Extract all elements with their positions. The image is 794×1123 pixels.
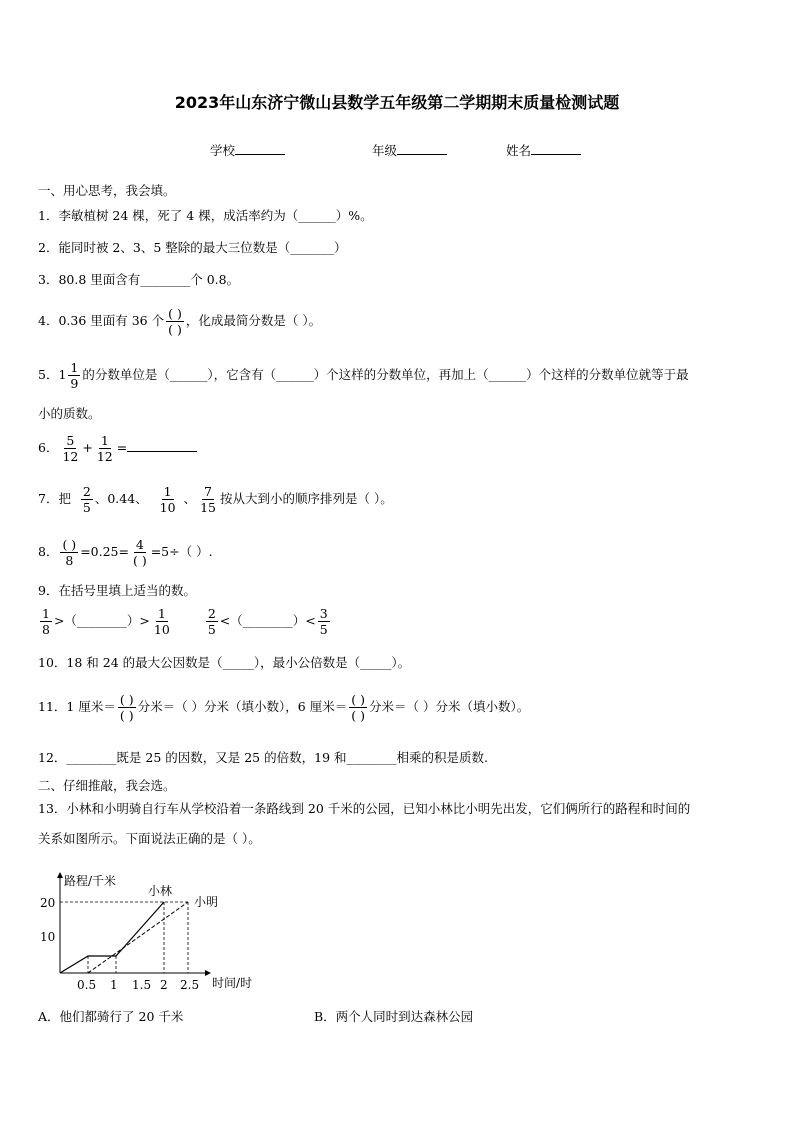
q9-fraction-2: $\frac{1}{10}$	[153, 606, 170, 637]
school-field	[210, 141, 285, 159]
q9-fraction-4: $\frac{3}{5}$	[319, 606, 328, 637]
question-9: 9．在括号里填上适当的数。	[38, 583, 196, 598]
q7-number: 7．把	[38, 491, 71, 506]
school-label: 学校	[210, 143, 236, 158]
section-1-heading: 一、用心思考，我会填。	[38, 183, 176, 198]
question-5-continued: 小的质数。	[38, 406, 101, 421]
q6-fraction-2: $\frac{1}{12}$	[96, 433, 113, 464]
q9-fraction-3: $\frac{2}{5}$	[207, 606, 216, 637]
q7-tail: 按从大到小的顺序排列是（ ）。	[219, 491, 393, 506]
q5-text-a: 的分数单位是（______），它含有（______）个这样的分数单位，再加上（______）个这样的分数单位就等于最	[82, 367, 689, 382]
name-label: 姓名	[506, 143, 532, 158]
question-10: 10．18 和 24 的最大公因数是（_____），最小公倍数是（_____）。	[38, 655, 411, 670]
school-blank[interactable]	[235, 154, 285, 155]
x-tick-1.5: 1.5	[132, 978, 152, 992]
question-11	[38, 692, 529, 723]
q6-answer-blank[interactable]	[127, 451, 197, 452]
q7-fraction-1: $\frac{2}{5}$	[82, 484, 91, 515]
section-2-heading: 二、仔细推敲，我会选。	[38, 778, 176, 793]
grade-blank[interactable]	[397, 154, 447, 155]
q4-number: 4．	[38, 313, 59, 328]
xiaolin-line	[60, 902, 164, 973]
question-13: 13．小林和小明骑自行车从学校沿着一条路线到 20 千米的公园，已知小林比小明先出发，它们俩所行的路程和时间的	[38, 801, 691, 816]
q9-fraction-1: $\frac{1}{8}$	[42, 606, 50, 637]
q7-sep: 、	[183, 491, 197, 506]
y-tick-20: 20	[40, 896, 56, 910]
q8-mid: =0.25=	[80, 544, 129, 559]
q6-fraction-1: $\frac{5}{12}$	[62, 433, 79, 464]
option-b[interactable]: B．两个人同时到达森林公园	[314, 1009, 474, 1024]
x-tick-1: 1	[110, 978, 118, 992]
xiaoming-label: 小明	[194, 895, 219, 909]
grade-field	[372, 141, 447, 159]
q4-text-a: 0.36 里面有 36 个	[58, 313, 165, 328]
page-title: 2023年山东济宁微山县数学五年级第二学期期末质量检测试题	[174, 93, 620, 112]
question-13-continued: 关系如图所示。下面说法正确的是（ ）。	[38, 831, 261, 846]
x-axis-label: 时间/时	[212, 976, 253, 990]
q7-mid: 、0.44、	[94, 491, 148, 506]
q4-text-b: ，化成最简分数是（ ）。	[185, 313, 322, 328]
q5-number: 5．	[38, 367, 59, 382]
q5-fraction: $\frac{1}{9}$	[70, 360, 79, 391]
q9-gt: >（________）>	[53, 613, 150, 628]
question-12: 12．________既是 25 的因数，又是 25 的倍数，19 和________相乘的积是质数.	[38, 750, 488, 765]
option-a[interactable]: A．他们都骑行了 20 千米	[38, 1009, 184, 1024]
grade-label: 年级	[372, 143, 398, 158]
q9-lt: <（________）<	[219, 613, 316, 628]
y-tick-10: 10	[40, 930, 56, 944]
q11-number: 11．	[38, 699, 67, 714]
q8-number: 8．	[38, 544, 59, 559]
question-2: 2．能同时被 2、3、5 整除的最大三位数是（_______）	[38, 240, 347, 255]
x-tick-2: 2	[160, 978, 168, 992]
q11-text-b: 分米＝（ ）分米（填小数），6 厘米＝	[137, 699, 348, 714]
question-6	[38, 433, 197, 464]
xiaoming-line	[88, 902, 188, 973]
q11-text-c: 分米＝（ ）分米（填小数）。	[368, 699, 530, 714]
q6-plus: +	[82, 440, 93, 455]
q8-fraction-1: $\frac{( )}{8}$	[62, 537, 77, 568]
distance-time-graph	[30, 865, 280, 995]
q11-text-a: 1 厘米＝	[66, 699, 116, 714]
q11-fraction-2: $\frac{( )}{( )}$	[351, 692, 365, 723]
q6-number: 6．	[38, 440, 59, 455]
question-5	[38, 360, 689, 391]
x-tick-2.5: 2.5	[180, 978, 200, 992]
x-tick-0.5: 0.5	[77, 978, 97, 992]
question-3: 3．80.8 里面含有________个 0.8。	[38, 272, 240, 287]
question-7	[38, 484, 393, 515]
q8-tail: =5÷（ ）.	[150, 544, 213, 559]
q8-fraction-2: $\frac{4}{( )}$	[132, 537, 147, 568]
q7-fraction-2: $\frac{1}{10}$	[159, 484, 176, 515]
question-9-inequalities	[38, 606, 332, 637]
xiaolin-label: 小林	[148, 884, 173, 898]
y-axis-label: 路程/千米	[64, 874, 117, 888]
name-field	[506, 141, 581, 159]
q11-fraction-1: $\frac{( )}{( )}$	[119, 692, 134, 723]
q4-fraction: $\frac{( )}{( )}$	[168, 306, 182, 337]
question-8	[38, 537, 213, 568]
name-blank[interactable]	[531, 154, 581, 155]
q6-equals: =	[116, 440, 128, 455]
question-4	[38, 306, 321, 337]
q7-fraction-3: $\frac{7}{15}$	[200, 484, 216, 515]
q5-whole: 1	[58, 367, 67, 382]
question-1: 1．李敏植树 24 棵，死了 4 棵，成活率约为（______）%。	[38, 208, 373, 223]
